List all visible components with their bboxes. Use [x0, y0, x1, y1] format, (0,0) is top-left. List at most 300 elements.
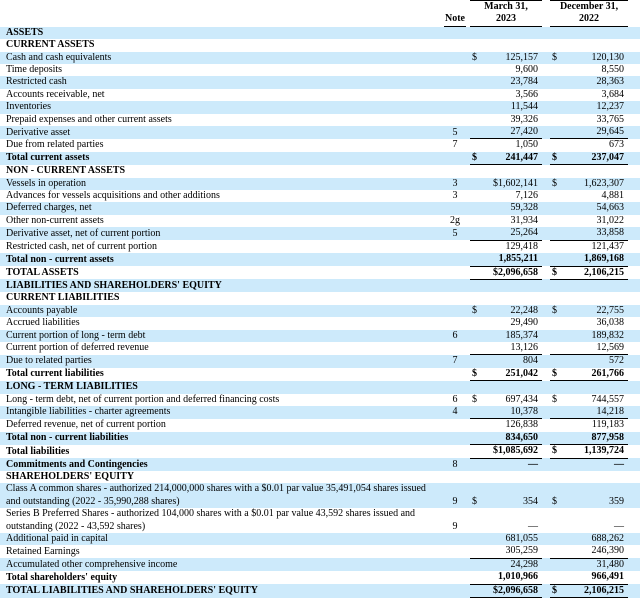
row-gap — [542, 89, 550, 101]
row-label: ASSETS — [6, 26, 44, 38]
row-blank-cell — [566, 39, 628, 51]
row-pad — [628, 89, 640, 101]
row-gap — [542, 571, 550, 584]
table-row — [0, 342, 640, 355]
row-label: Total non - current assets — [6, 253, 114, 265]
row-pad — [628, 545, 640, 558]
row-note: 6 — [452, 393, 458, 405]
row-note: 7 — [452, 355, 458, 367]
row-pad — [628, 240, 640, 253]
header-note-blank — [440, 1, 470, 14]
row-currency-2023: $ — [472, 51, 477, 63]
table-row — [0, 89, 640, 101]
header-col2-date-line1: December 31, — [559, 1, 619, 12]
row-pad — [628, 394, 640, 406]
row-blank-cell — [550, 27, 566, 39]
row-note — [440, 571, 470, 584]
row-note: 7 — [452, 139, 458, 151]
row-gap — [542, 483, 550, 508]
table-row — [0, 266, 640, 279]
row-blank-cell — [566, 27, 628, 39]
row-label: CURRENT ASSETS — [6, 39, 95, 51]
row-pad — [628, 253, 640, 266]
row-label: Restricted cash — [6, 76, 67, 88]
row-value-2022: — — [614, 458, 625, 470]
header-col2-line1 — [550, 1, 628, 14]
row-value-2023: 305,259 — [505, 545, 539, 557]
row-value-2022: 8,550 — [601, 64, 625, 76]
row-value-2023: 10,378 — [510, 405, 539, 417]
row-value-2023: 24,298 — [484, 558, 542, 571]
row-value-2022: 22,755 — [596, 304, 625, 316]
row-gap — [542, 202, 550, 214]
table-row — [0, 432, 640, 445]
row-value-2022: 237,047 — [566, 152, 628, 165]
row-note — [440, 279, 470, 292]
row-blank-cell — [484, 39, 542, 51]
table-row — [0, 27, 640, 39]
row-label: Derivative asset, net of current portion — [6, 227, 161, 239]
row-label: NON - CURRENT ASSETS — [6, 165, 126, 177]
row-gap — [542, 101, 550, 113]
row-blank-cell — [470, 381, 484, 394]
row-value-2023: 681,055 — [505, 533, 539, 545]
row-blank-cell — [628, 292, 640, 304]
row-currency-2022: $ — [550, 584, 566, 597]
row-pad — [628, 330, 640, 342]
row-pad — [628, 406, 640, 419]
row-currency-2022 — [550, 64, 566, 76]
row-blank-cell — [542, 39, 550, 51]
row-note — [440, 445, 470, 458]
row-pad — [628, 305, 640, 317]
row-gap — [542, 419, 550, 432]
row-note — [440, 152, 470, 165]
row-blank-cell — [470, 39, 484, 51]
row-currency-2022 — [550, 253, 566, 266]
row-blank-cell — [470, 165, 484, 178]
row-blank-cell — [542, 292, 550, 304]
row-blank-cell — [550, 381, 566, 394]
row-note — [440, 471, 470, 483]
row-currency-2023 — [470, 178, 484, 190]
row-note — [440, 432, 470, 445]
row-currency-2022 — [550, 545, 566, 558]
row-currency-2022 — [550, 114, 566, 126]
row-pad — [628, 368, 640, 381]
row-currency-2022: $ — [552, 304, 558, 316]
row-currency-2022 — [550, 342, 566, 355]
row-note — [440, 545, 470, 558]
row-blank-cell — [628, 27, 640, 39]
row-label: Total non - current liabilities — [6, 432, 129, 444]
row-value-2023: 27,420 — [510, 126, 539, 138]
table-row — [0, 406, 640, 419]
row-value-2023: 804 — [484, 355, 542, 368]
table-row — [0, 471, 640, 483]
row-currency-2023: $ — [472, 304, 477, 316]
row-note — [440, 533, 470, 545]
row-currency-2022: $ — [550, 368, 566, 381]
row-note: 3 — [452, 190, 458, 202]
table-row — [0, 305, 640, 317]
row-note — [440, 558, 470, 571]
row-value-2022: 189,832 — [591, 329, 625, 341]
row-value-2022: 29,645 — [596, 126, 625, 138]
row-gap — [542, 178, 550, 190]
row-pad — [628, 419, 640, 432]
row-currency-2022: $ — [552, 177, 558, 189]
row-label: Accounts receivable, net — [6, 88, 105, 100]
row-gap — [542, 558, 550, 571]
row-label: Other non-current assets — [6, 214, 104, 226]
row-blank-cell — [566, 165, 628, 178]
row-value-2022: 877,958 — [566, 432, 628, 445]
row-value-2022: 28,363 — [596, 76, 625, 88]
row-label: Long - term debt, net of current portion and deferred financing costs — [6, 393, 280, 405]
header-note-label: Note — [444, 13, 466, 26]
row-value-2022: 36,038 — [596, 317, 625, 329]
row-currency-2022: $ — [552, 495, 558, 507]
table-row — [0, 445, 640, 458]
row-blank-cell — [470, 292, 484, 304]
row-value-2023: 29,490 — [510, 317, 539, 329]
row-label: TOTAL LIABILITIES AND SHAREHOLDERS' EQUITY — [6, 585, 258, 597]
table-row — [0, 64, 640, 76]
row-currency-2022 — [550, 227, 566, 240]
table-row — [0, 394, 640, 406]
row-pad — [628, 584, 640, 597]
row-value-2022: 121,437 — [566, 240, 628, 253]
row-blank-cell — [550, 165, 566, 178]
row-currency-2023 — [470, 330, 484, 342]
row-blank-cell — [542, 279, 550, 292]
row-pad — [628, 202, 640, 214]
row-pad — [628, 317, 640, 329]
table-row — [0, 76, 640, 88]
row-value-2023: 129,418 — [484, 240, 542, 253]
row-blank-cell — [484, 381, 542, 394]
row-note — [440, 342, 470, 355]
row-note — [440, 89, 470, 101]
row-value-2022: — — [614, 520, 625, 532]
row-note — [440, 419, 470, 432]
row-note — [440, 165, 470, 178]
row-value-2023: — — [528, 520, 539, 532]
row-blank-cell — [542, 27, 550, 39]
row-value-2022: 14,218 — [596, 405, 625, 417]
row-blank-cell — [542, 165, 550, 178]
row-currency-2022: $ — [550, 152, 566, 165]
row-pad — [628, 190, 640, 202]
row-currency-2022: $ — [552, 393, 558, 405]
row-note — [440, 76, 470, 88]
row-value-2023: 59,328 — [510, 202, 539, 214]
row-currency-2022: $ — [550, 445, 566, 458]
row-currency-2022 — [550, 571, 566, 584]
row-pad — [628, 458, 640, 471]
row-currency-2022 — [550, 458, 566, 471]
row-value-2022: 673 — [566, 139, 628, 152]
row-note — [440, 381, 470, 394]
row-currency-2022 — [550, 419, 566, 432]
row-value-2023: — — [528, 458, 539, 470]
table-header — [0, 1, 640, 27]
row-currency-2023 — [470, 545, 484, 558]
row-pad — [628, 139, 640, 152]
row-pad — [628, 178, 640, 190]
row-value-2022: 31,480 — [566, 558, 628, 571]
row-currency-2022 — [550, 89, 566, 101]
row-value-2022: 261,766 — [566, 368, 628, 381]
row-currency-2023 — [470, 190, 484, 202]
row-currency-2023 — [470, 406, 484, 419]
header-col1-line1 — [470, 1, 542, 14]
table-row — [0, 114, 640, 126]
row-label: Prepaid expenses and other current assets — [6, 113, 172, 125]
row-note — [440, 266, 470, 279]
row-blank-cell — [566, 279, 628, 292]
row-pad — [628, 483, 640, 508]
row-gap — [542, 139, 550, 152]
row-note — [440, 317, 470, 329]
header-row-line2 — [0, 13, 640, 26]
table-row — [0, 317, 640, 329]
row-label: Due from related parties — [6, 139, 104, 151]
row-label: Class A common shares - authorized 214,000,000 shares with a $0.01 par value 35,491,054 shares issued and outstanding (2022 - 35,990,288 shares) — [6, 483, 426, 507]
table-row — [0, 227, 640, 240]
table-row — [0, 571, 640, 584]
row-label: Total current liabilities — [6, 368, 104, 380]
row-note: 4 — [452, 406, 458, 418]
row-currency-2023 — [470, 101, 484, 113]
row-gap — [542, 76, 550, 88]
header-col1-year: 2023 — [470, 13, 542, 26]
row-value-2022: 688,262 — [591, 533, 625, 545]
row-currency-2023 — [470, 432, 484, 445]
table-row — [0, 483, 640, 508]
row-currency-2023 — [470, 419, 484, 432]
header-col2-line2 — [550, 13, 628, 26]
header-pad-2 — [628, 13, 640, 26]
table-row — [0, 165, 640, 178]
row-value-2023: 1,855,211 — [484, 253, 542, 266]
row-currency-2023 — [470, 266, 484, 279]
row-pad — [628, 508, 640, 533]
row-label: LIABILITIES AND SHAREHOLDERS' EQUITY — [6, 279, 222, 291]
row-currency-2023: $ — [472, 393, 477, 405]
row-value-2022: 12,237 — [596, 101, 625, 113]
row-currency-2023 — [470, 215, 484, 227]
row-value-2022: 2,106,215 — [566, 266, 628, 279]
row-currency-2023 — [470, 355, 484, 368]
row-gap — [542, 342, 550, 355]
row-currency-2022 — [550, 215, 566, 227]
header-note-cell — [440, 13, 470, 26]
row-value-2023: 39,326 — [510, 113, 539, 125]
row-blank-cell — [550, 471, 566, 483]
row-gap — [542, 64, 550, 76]
row-currency-2023 — [470, 458, 484, 471]
row-currency-2023 — [470, 508, 484, 533]
row-gap — [542, 330, 550, 342]
row-value-2023: 25,264 — [510, 227, 539, 239]
row-label: Commitments and Contingencies — [6, 458, 148, 470]
row-label: Intangible liabilities - charter agreements — [6, 406, 171, 418]
header-gap — [542, 1, 550, 14]
row-currency-2022 — [550, 533, 566, 545]
row-label: Accumulated other comprehensive income — [6, 558, 178, 570]
row-value-2023: 11,544 — [510, 101, 539, 113]
row-pad — [628, 126, 640, 139]
row-blank-cell — [566, 292, 628, 304]
row-blank-cell — [470, 27, 484, 39]
row-gap — [542, 52, 550, 64]
row-gap — [542, 190, 550, 202]
row-note — [440, 584, 470, 597]
table-row — [0, 202, 640, 214]
row-value-2023: $1,085,692 — [484, 445, 542, 458]
row-note — [440, 305, 470, 317]
table-row — [0, 458, 640, 471]
row-value-2023: 126,838 — [484, 419, 542, 432]
row-value-2023: $1,602,141 — [493, 177, 539, 189]
row-currency-2023 — [470, 76, 484, 88]
row-gap — [542, 458, 550, 471]
row-value-2022: 4,881 — [601, 190, 625, 202]
row-gap — [542, 406, 550, 419]
row-value-2023: 185,374 — [505, 329, 539, 341]
row-currency-2022 — [550, 355, 566, 368]
row-note: 6 — [452, 329, 458, 341]
row-currency-2022 — [550, 558, 566, 571]
row-currency-2022 — [550, 317, 566, 329]
row-currency-2023: $ — [470, 152, 484, 165]
row-pad — [628, 215, 640, 227]
row-gap — [542, 266, 550, 279]
row-value-2022: 359 — [609, 495, 625, 507]
row-value-2022: 1,623,307 — [584, 177, 625, 189]
row-value-2023: 834,650 — [484, 432, 542, 445]
row-value-2022: 246,390 — [591, 545, 625, 557]
row-value-2022: 744,557 — [591, 393, 625, 405]
row-note — [440, 52, 470, 64]
table-row — [0, 240, 640, 253]
row-blank-cell — [628, 381, 640, 394]
row-currency-2022 — [550, 139, 566, 152]
row-value-2023: $2,096,658 — [484, 266, 542, 279]
row-blank-cell — [470, 279, 484, 292]
table-row — [0, 52, 640, 64]
header-pad — [628, 1, 640, 14]
row-gap — [542, 126, 550, 139]
row-blank-cell — [628, 471, 640, 483]
row-pad — [628, 64, 640, 76]
row-currency-2023: $ — [470, 368, 484, 381]
table-row — [0, 253, 640, 266]
row-currency-2023 — [470, 533, 484, 545]
row-note: 5 — [452, 227, 458, 239]
row-pad — [628, 52, 640, 64]
row-pad — [628, 355, 640, 368]
row-gap — [542, 394, 550, 406]
row-value-2022: 54,663 — [596, 202, 625, 214]
row-currency-2023 — [470, 445, 484, 458]
row-currency-2023 — [470, 317, 484, 329]
table-row — [0, 381, 640, 394]
row-blank-cell — [484, 292, 542, 304]
table-row — [0, 330, 640, 342]
row-value-2023: 1,010,966 — [484, 571, 542, 584]
table-row — [0, 508, 640, 533]
row-value-2023: 251,042 — [484, 368, 542, 381]
row-label: Accrued liabilities — [6, 317, 80, 329]
table-row — [0, 292, 640, 304]
row-note — [440, 240, 470, 253]
row-blank-cell — [550, 39, 566, 51]
row-currency-2023 — [470, 202, 484, 214]
header-gap-2 — [542, 13, 550, 26]
row-currency-2023 — [470, 342, 484, 355]
row-note — [440, 27, 470, 39]
row-pad — [628, 227, 640, 240]
row-label: Accounts payable — [6, 304, 78, 316]
header-col1-date-line1: March 31, — [484, 1, 528, 12]
row-label: Deferred revenue, net of current portion — [6, 419, 166, 431]
row-value-2022: 33,858 — [596, 227, 625, 239]
row-blank-cell — [628, 279, 640, 292]
table-body — [0, 27, 640, 598]
row-value-2022: 1,139,724 — [566, 445, 628, 458]
row-note: 8 — [452, 458, 458, 470]
row-label: Vessels in operation — [6, 177, 86, 189]
row-value-2023: 125,157 — [505, 51, 539, 63]
row-gap — [542, 584, 550, 597]
row-currency-2023 — [470, 571, 484, 584]
table-row — [0, 215, 640, 227]
table-row — [0, 545, 640, 558]
row-pad — [628, 432, 640, 445]
row-value-2023: 354 — [523, 495, 539, 507]
row-gap — [542, 253, 550, 266]
row-label: Total current assets — [6, 152, 90, 164]
row-blank-cell — [550, 279, 566, 292]
row-note: 5 — [452, 126, 458, 138]
row-label: Time deposits — [6, 64, 63, 76]
table-row — [0, 355, 640, 368]
row-value-2022: 33,765 — [596, 113, 625, 125]
row-gap — [542, 152, 550, 165]
row-value-2023: 241,447 — [484, 152, 542, 165]
row-note — [440, 114, 470, 126]
row-currency-2023 — [470, 139, 484, 152]
row-label: Derivative asset — [6, 126, 71, 138]
row-value-2023: 3,566 — [515, 88, 539, 100]
row-blank-cell — [542, 471, 550, 483]
row-currency-2023 — [470, 253, 484, 266]
row-pad — [628, 101, 640, 113]
row-blank-cell — [550, 292, 566, 304]
row-currency-2022 — [550, 190, 566, 202]
table-row — [0, 39, 640, 51]
header-row-line1 — [0, 1, 640, 14]
table-row — [0, 419, 640, 432]
row-gap — [542, 445, 550, 458]
row-note — [440, 202, 470, 214]
row-pad — [628, 445, 640, 458]
row-currency-2023 — [470, 240, 484, 253]
row-blank-cell — [484, 279, 542, 292]
